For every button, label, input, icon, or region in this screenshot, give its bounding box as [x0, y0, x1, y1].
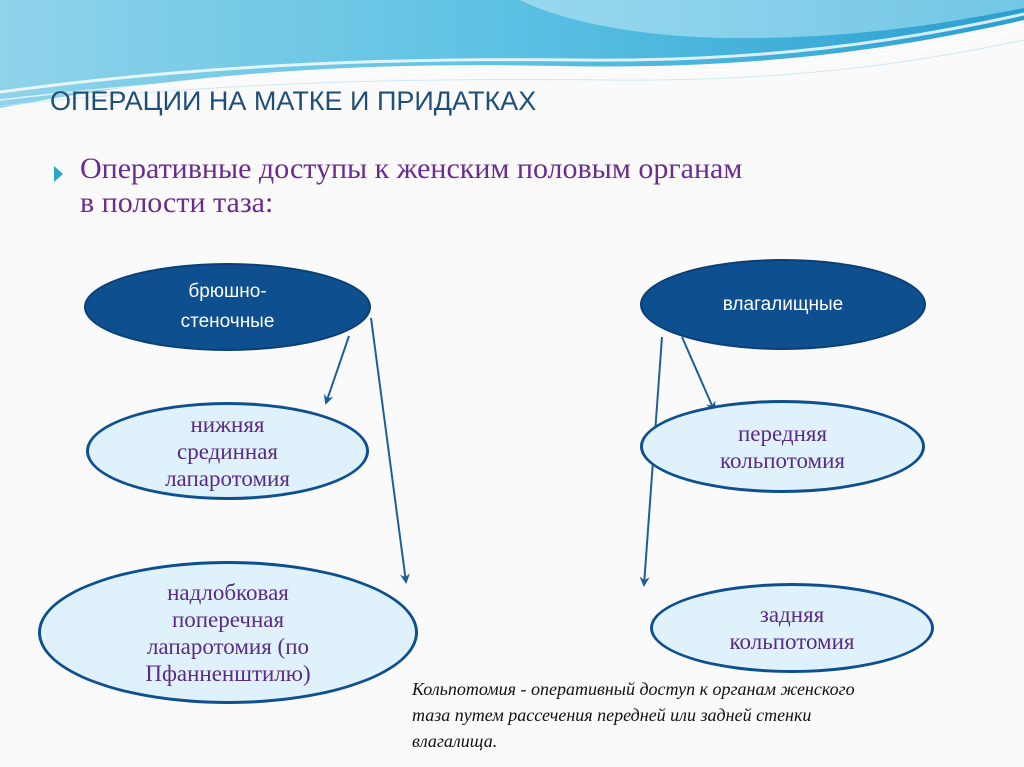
node-label: лапаротомия (по: [146, 633, 310, 659]
colpotomy-definition-note: [412, 676, 1002, 754]
node-label: срединная: [176, 438, 279, 464]
slide-title: ОПЕРАЦИИ НА МАТКЕ И ПРИДАТКАХ: [50, 86, 537, 116]
node-label: брюшно-: [188, 281, 267, 302]
arrow-vaginal-to-anterior: [682, 337, 714, 410]
node-label: передняя: [737, 420, 828, 446]
node-label: стеночные: [180, 311, 275, 332]
arrow-abdominal-to-suprapubic: [371, 318, 406, 582]
node-label: кольпотомия: [729, 629, 855, 654]
node-suprapubic-laparotomy: [38, 561, 418, 704]
node-label: Пфанненштилю): [145, 660, 311, 686]
node-abdominal-wall: [84, 263, 371, 351]
node-label: влагалищные: [722, 293, 844, 315]
node-anterior-colpotomy: [640, 400, 925, 493]
node-label: нижняя: [190, 411, 265, 437]
node-label: поперечная: [171, 606, 285, 632]
subtitle-line: Оперативные доступы к женским половым органам: [80, 152, 743, 185]
node-posterior-colpotomy: [650, 583, 934, 673]
note-line: таза путем рассечения передней или задней стенки: [412, 705, 812, 725]
node-vaginal: [640, 259, 926, 350]
node-lower-median-laparotomy: [86, 402, 369, 500]
node-label: кольпотомия: [720, 447, 845, 473]
node-label: лапаротомия: [165, 465, 290, 491]
arrow-abdominal-to-lower-median: [326, 336, 349, 403]
note-line: влагалища.: [412, 731, 498, 751]
node-label: задняя: [759, 602, 825, 627]
node-label: надлобковая: [167, 579, 289, 605]
note-line: Кольпотомия - оперативный доступ к органам женского: [412, 679, 855, 699]
subtitle-line: в полости таза:: [80, 186, 274, 219]
